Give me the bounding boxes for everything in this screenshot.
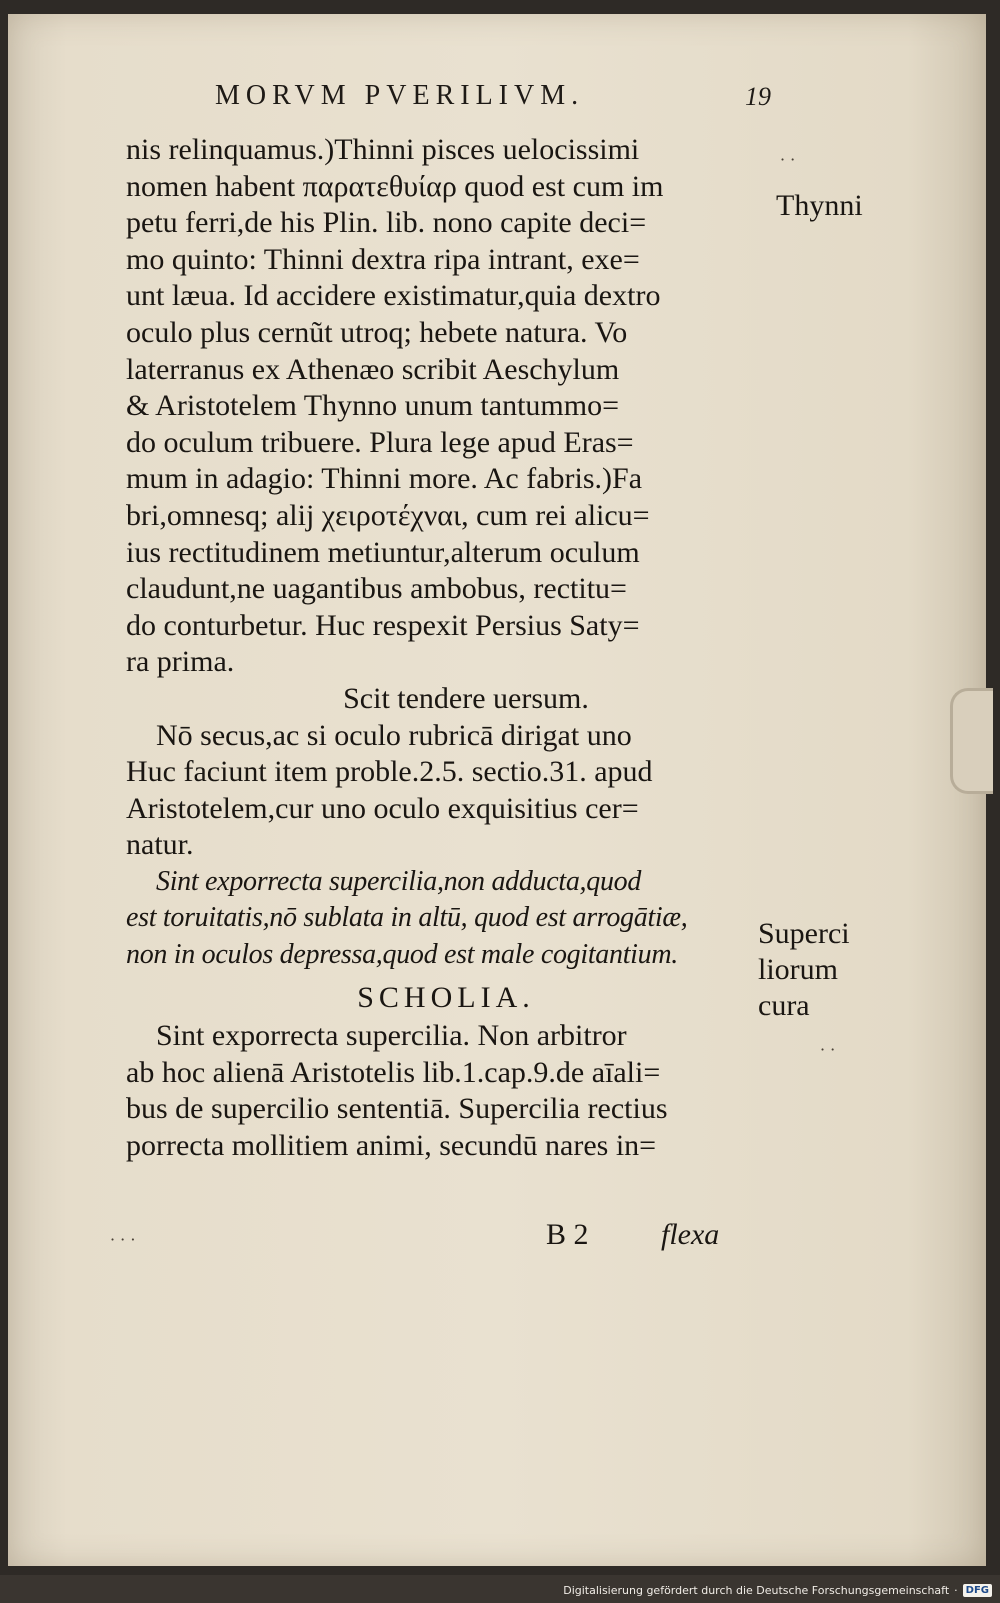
verse-line: Nō secus,ac si oculo rubricā dirigat uno <box>156 718 632 752</box>
footer-separator: · <box>954 1583 958 1597</box>
marginal-note-line: liorum <box>758 953 838 986</box>
signature-mark: B 2 <box>546 1218 589 1251</box>
running-head <box>215 80 775 120</box>
italic-text-line: non in oculos depressa,quod est male cogitantium. <box>126 939 678 971</box>
footer-text: Digitalisierung gefördert durch die Deutsche Forschungsgemeinschaft <box>563 1583 950 1597</box>
digitization-footer <box>563 1579 992 1601</box>
scholia-line: porrecta mollitiem animi, secundū nares in= <box>126 1129 657 1163</box>
scholia-line: Sint exporrecta supercilia. Non arbitror <box>156 1019 627 1053</box>
text-line: Aristotelem,cur uno oculo exquisitius cer= <box>126 791 639 825</box>
marginal-note-thynni: Thynni <box>776 189 863 222</box>
ink-speck: · · · <box>110 1230 136 1249</box>
marginal-note-line: Superci <box>758 917 850 950</box>
text-line: unt læua. Id accidere existimatur,quia dextro <box>126 279 661 313</box>
text-line: do oculum tribuere. Plura lege apud Eras= <box>126 425 634 459</box>
verse-line: Scit tendere uersum. <box>343 681 589 715</box>
marginal-note-line: cura <box>758 989 810 1022</box>
catchword: flexa <box>661 1218 720 1251</box>
text-line: oculo plus cernũt utroq; hebete natura. Vo <box>126 315 628 349</box>
folio-number: 19 <box>745 82 771 111</box>
text-line: laterranus ex Athenæo scribit Aeschylum <box>126 352 620 386</box>
main-text-block <box>126 132 766 1165</box>
text-line: ra prima. <box>126 645 235 679</box>
text-line: & Aristotelem Thynno unum tantummo= <box>126 389 620 423</box>
scholia-line: bus de supercilio sententiā. Supercilia rectius <box>126 1092 668 1126</box>
scholia-heading: SCHOLIA. <box>357 980 535 1014</box>
text-line: petu ferri,de his Plin. lib. nono capite deci= <box>126 206 647 240</box>
marginal-note-supercilia <box>758 916 850 1024</box>
text-line: do conturbetur. Huc respexit Persius Saty= <box>126 608 640 642</box>
running-head-title: MORVM PVERILIVM. <box>215 80 585 111</box>
text-line: Huc faciunt item proble.2.5. sectio.31. apud <box>126 755 653 789</box>
text-line: claudunt,ne uagantibus ambobus, rectitu= <box>126 572 627 606</box>
dfg-logo-icon: DFG <box>963 1584 992 1597</box>
text-line: bri,omnesq; alij χειροτέχναι, cum rei alicu= <box>126 498 650 532</box>
page-clasp-tab <box>950 688 993 794</box>
scholia-line: ab hoc alienā Aristotelis lib.1.cap.9.de aīali= <box>126 1055 661 1089</box>
text-line: natur. <box>126 828 194 862</box>
ink-speck: · · <box>780 150 796 169</box>
italic-text-line: Sint exporrecta supercilia,non adducta,quod <box>156 865 642 897</box>
catchline <box>546 1218 776 1258</box>
italic-text-line: est toruitatis,nō sublata in altū, quod est arrogātiæ, <box>126 902 688 934</box>
text-line: mum in adagio: Thinni more. Ac fabris.)Fa <box>126 462 643 496</box>
text-line: nomen habent παρατεθυίαρ quod est cum im <box>126 169 664 203</box>
text-line: mo quinto: Thinni dextra ripa intrant, exe= <box>126 242 640 276</box>
text-line: nis relinquamus.)Thinni pisces uelocissimi <box>126 133 640 166</box>
ink-speck: · · <box>820 1040 836 1059</box>
text-line: ius rectitudinem metiuntur,alterum oculum <box>126 535 640 569</box>
